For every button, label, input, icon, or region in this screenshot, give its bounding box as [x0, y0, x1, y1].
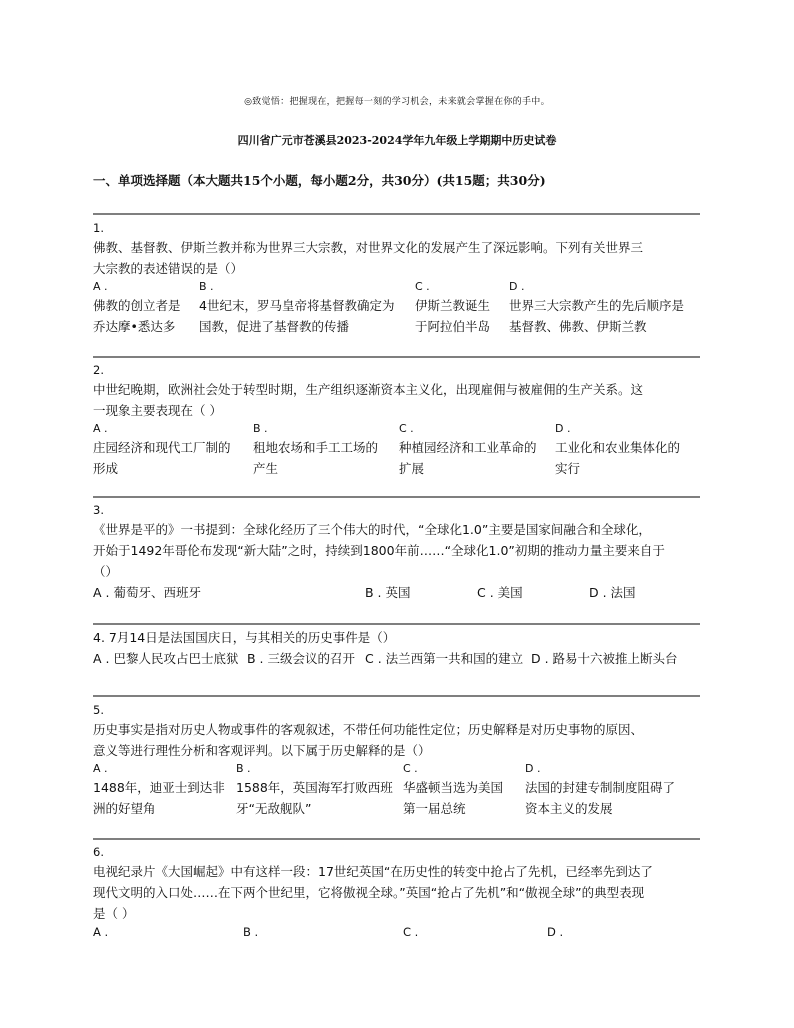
option-a[interactable]: A . 佛教的创立者是 乔达摩•悉达多: [93, 280, 181, 334]
question-6: [93, 844, 703, 945]
option-d[interactable]: D . 世界三大宗教产生的先后顺序是 基督教、佛教、伊斯兰教: [509, 280, 685, 334]
option-b[interactable]: B .: [243, 925, 259, 939]
section-heading: 一、单项选择题（本大题共15个小题，每小题2分，共30分）(共15题；共30分): [93, 173, 546, 188]
question-stem-line: 大宗教的表述错误的是（）: [93, 261, 244, 276]
question-1: [93, 220, 703, 337]
option-b[interactable]: B . 租地农场和手工工场的 产生: [253, 422, 379, 476]
option-c[interactable]: C . 美国: [477, 585, 523, 600]
option-d[interactable]: D . 法国: [589, 585, 636, 600]
question-number: 5.: [93, 703, 104, 717]
option-letter: B .: [199, 280, 214, 293]
question-divider: [93, 695, 700, 697]
question-stem-line: 佛教、基督教、伊斯兰教并称为世界三大宗教，对世界文化的发展产生了深远影响。下列有关世界三: [93, 240, 644, 255]
question-number: 2.: [93, 363, 104, 377]
option-row: [93, 648, 703, 669]
option-letter: C .: [403, 762, 418, 775]
question-stem-line: 一现象主要表现在（ ）: [93, 403, 222, 418]
option-letter: C .: [399, 422, 414, 435]
question-stem-line: 现代文明的入口处……在下两个世纪里，它将傲视全球。”英国“抢占了先机”和“傲视全球”的典型表现: [93, 885, 645, 900]
option-d[interactable]: D . 法国的封建专制制度阻碍了 资本主义的发展: [525, 762, 676, 816]
option-row: [93, 421, 703, 479]
question-number: 6.: [93, 845, 104, 859]
option-letter: B .: [253, 422, 268, 435]
question-stem-line: 4. 7月14日是法国国庆日，与其相关的历史事件是（）: [93, 630, 396, 645]
question-stem-line: 中世纪晚期，欧洲社会处于转型时期，生产组织逐渐资本主义化，出现雇佣与被雇佣的生产关系。这: [93, 382, 644, 397]
motto-line: ◎致觉悟：把握现在，把握每一刻的学习机会，未来就会掌握在你的手中。: [244, 97, 550, 107]
option-letter: D .: [509, 280, 525, 293]
question-divider: [93, 496, 700, 498]
option-c[interactable]: C . 华盛顿当选为美国 第一届总统: [403, 762, 504, 816]
question-stem-line: 是（ ）: [93, 906, 135, 921]
question-stem-line: （）: [93, 564, 119, 579]
option-b[interactable]: B . 英国: [365, 585, 411, 600]
option-b[interactable]: B . 4世纪末，罗马皇帝将基督教确定为 国教，促进了基督教的传播: [199, 280, 395, 334]
option-letter: B .: [236, 762, 251, 775]
option-row: [93, 924, 703, 945]
question-4: [93, 627, 703, 669]
question-5: [93, 702, 703, 819]
option-c[interactable]: C . 法兰西第一共和国的建立: [365, 651, 524, 666]
page-title: 四川省广元市苍溪县2023-2024学年九年级上学期期中历史试卷: [237, 134, 557, 147]
option-row: [93, 582, 703, 603]
option-a[interactable]: A . 巴黎人民攻占巴士底狱: [93, 651, 239, 666]
option-d[interactable]: D .: [547, 925, 564, 939]
option-a[interactable]: A . 1488年，迪亚士到达非 洲的好望角: [93, 762, 225, 816]
question-number: 1.: [93, 221, 104, 235]
option-letter: A .: [93, 762, 108, 775]
option-letter: C .: [415, 280, 430, 293]
option-row: [93, 761, 703, 819]
question-2: [93, 362, 703, 479]
option-row: [93, 279, 703, 337]
option-b[interactable]: B . 三级会议的召开: [247, 651, 355, 666]
option-a[interactable]: A .: [93, 925, 109, 939]
question-number: 3.: [93, 503, 104, 517]
option-d[interactable]: D . 工业化和农业集体化的 实行: [555, 422, 681, 476]
option-letter: A .: [93, 280, 108, 293]
option-b[interactable]: B . 1588年，英国海军打败西班 牙“无敌舰队”: [236, 762, 393, 816]
option-letter: D .: [555, 422, 571, 435]
option-letter: A .: [93, 422, 108, 435]
question-stem-line: 意义等进行理性分析和客观评判。以下属于历史解释的是（）: [93, 743, 431, 758]
question-stem-line: 《世界是平的》一书提到：全球化经历了三个伟大的时代，“全球化1.0”主要是国家间融合和全球化，: [93, 522, 651, 537]
option-d[interactable]: D . 路易十六被推上断头台: [531, 651, 678, 666]
option-c[interactable]: C . 伊斯兰教诞生 于阿拉伯半岛: [415, 280, 491, 334]
option-letter: D .: [525, 762, 541, 775]
question-divider: [93, 213, 700, 215]
option-a[interactable]: A . 葡萄牙、西班牙: [93, 585, 201, 600]
question-divider: [93, 623, 700, 625]
option-c[interactable]: C . 种植园经济和工业革命的 扩展: [399, 422, 537, 476]
question-stem-line: 电视纪录片《大国崛起》中有这样一段：17世纪英国“在历史性的转变中抢占了先机，已经率先到达了: [93, 864, 653, 879]
question-3: [93, 502, 703, 603]
question-stem-line: 历史事实是指对历史人物或事件的客观叙述，不带任何功能性定位；历史解释是对历史事物的原因、: [93, 722, 644, 737]
option-c[interactable]: C .: [403, 925, 419, 939]
option-a[interactable]: A . 庄园经济和现代工厂制的 形成: [93, 422, 231, 476]
question-divider: [93, 356, 700, 358]
question-divider: [93, 838, 700, 840]
question-stem-line: 开始于1492年哥伦布发现“新大陆”之时，持续到1800年前……“全球化1.0”初期的推动力量主要来自于: [93, 543, 665, 558]
